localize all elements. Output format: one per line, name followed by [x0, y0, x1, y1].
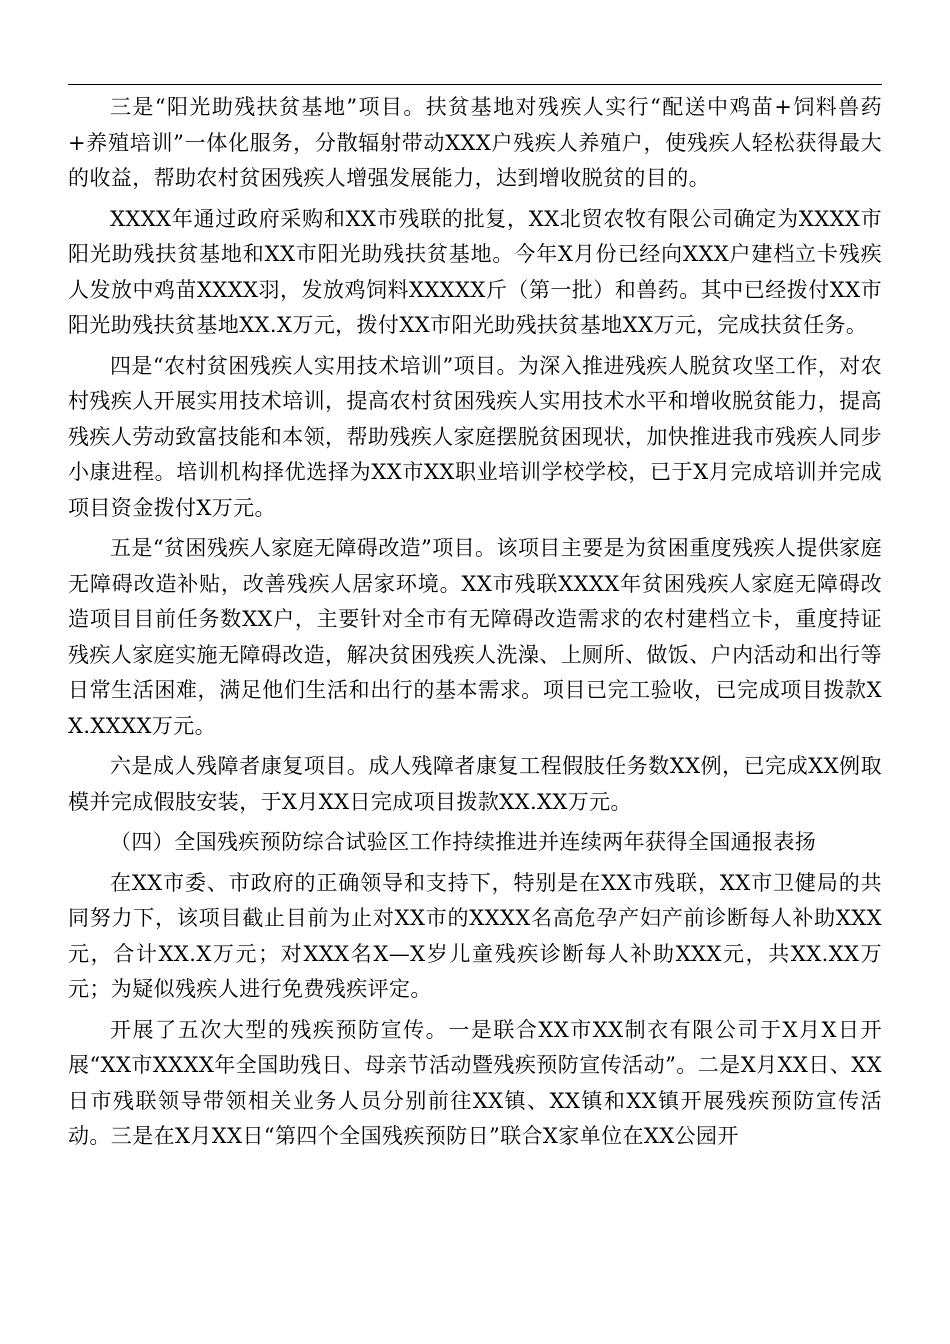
paragraph-prevention-campaigns: 开展了五次大型的残疾预防宣传。一是联合XX市XX制衣有限公司于X月X日开展“XX市XXXX年全国助残日、母亲节活动暨残疾预防宣传活动”。二是X月XX日、XX日市残联领导带领相关业务人员分别前往XX镇、XX镇和XX镇开展残疾预防宣传活动。三是在X月XX日“第四个全国残疾预防日”联合X家单位在XX公园开 — [68, 1017, 882, 1148]
document-body — [68, 90, 882, 1160]
paragraph-adult-rehabilitation-project: 六是成人残障者康复项目。成人残障者康复工程假肢任务数XX例，已完成XX例取模并完成假肢安装，于X月XX日完成项目拨款XX.XX万元。 — [68, 754, 882, 814]
paragraph-base-procurement: XXXX年通过政府采购和XX市残联的批复，XX北贸农牧有限公司确定为XXXX市阳光助残扶贫基地和XX市阳光助残扶贫基地。今年X月份已经向XXX户建档立卡残疾人发放中鸡苗XXXX羽，发放鸡饲料XXXXX斤（第一批）和兽药。其中已经拨付XX市阳光助残扶贫基地XX.X万元，拨付XX市阳光助残扶贫基地XX万元，完成扶贫任务。 — [68, 206, 882, 337]
paragraph-prevention-subsidies: 在XX市委、市政府的正确领导和支持下，特别是在XX市残联，XX市卫健局的共同努力下，该项目截止目前为止对XX市的XXXX名高危孕产妇产前诊断每人补助XXX元，合计XX.X万元；对XXX名X—X岁儿童残疾诊断每人补助XXX元，共XX.XX万元；为疑似残疾人进行免费残疾评定。 — [68, 870, 882, 1001]
header-rule — [68, 84, 882, 85]
paragraph-sunshine-base-project: 三是“阳光助残扶贫基地”项目。扶贫基地对残疾人实行“配送中鸡苗+饲料兽药+养殖培训”一体化服务，分散辐射带动XXX户残疾人养殖户，使残疾人轻松获得最大的收益，帮助农村贫困残疾人增强发展能力，达到增收脱贫的目的。 — [68, 95, 882, 190]
paragraph-accessibility-renovation-project: 五是“贫困残疾人家庭无障碍改造”项目。该项目主要是为贫困重度残疾人提供家庭无障碍改造补贴，改善残疾人居家环境。XX市残联XXXX年贫困残疾人家庭无障碍改造项目目前任务数XX户，主要针对全市有无障碍改造需求的农村建档立卡，重度持证残疾人家庭实施无障碍改造，解决贫困残疾人洗澡、上厕所、做饭、户内活动和出行等日常生活困难，满足他们生活和出行的基本需求。项目已完工验收，已完成项目拨款XX.XXXX万元。 — [68, 536, 882, 738]
section-heading-disability-prevention: （四）全国残疾预防综合试验区工作持续推进并连续两年获得全国通报表扬 — [110, 830, 817, 854]
paragraph-skills-training-project: 四是“农村贫困残疾人实用技术培训”项目。为深入推进残疾人脱贫攻坚工作，对农村残疾人开展实用技术培训，提高农村贫困残疾人实用技术水平和增收脱贫能力，提高残疾人劳动致富技能和本领，帮助残疾人家庭摆脱贫困现状，加快推进我市残疾人同步小康进程。培训机构择优选择为XX市XX职业培训学校学校，已于X月完成培训并完成项目资金拨付X万元。 — [68, 353, 882, 520]
